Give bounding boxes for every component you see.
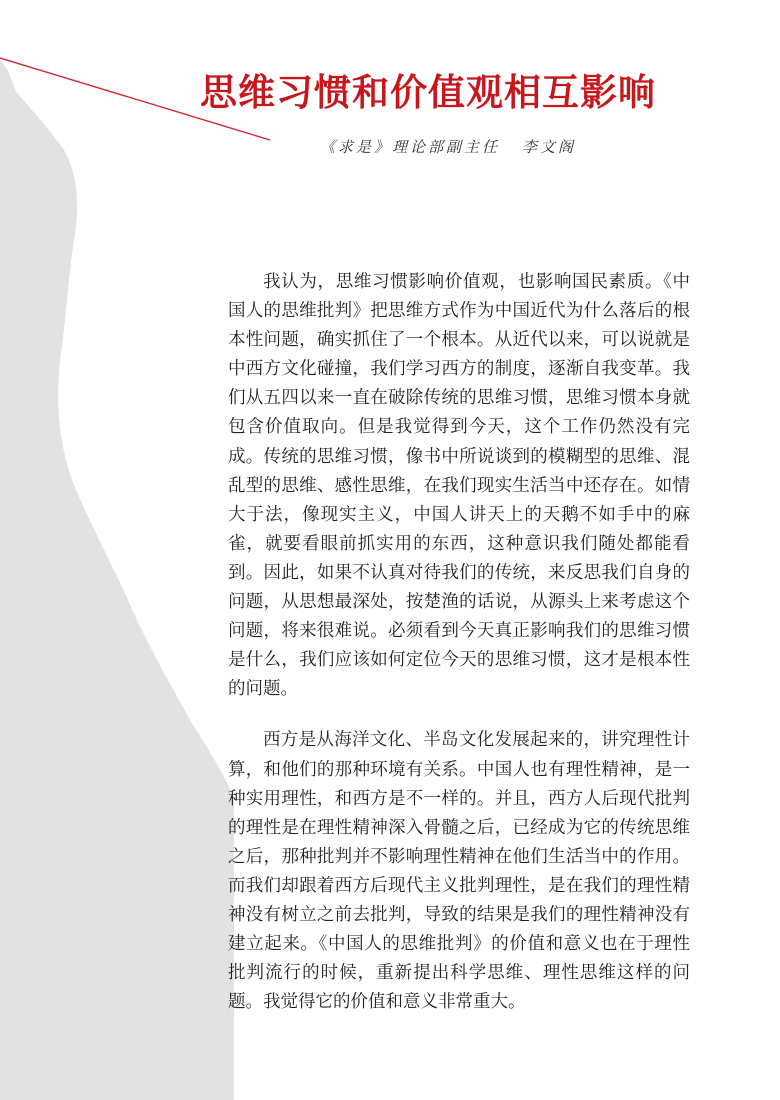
article-title: 思维习惯和价值观相互影响: [200, 70, 656, 114]
byline-author: 李文阁: [522, 138, 577, 156]
paragraph-2: 西方是从海洋文化、半岛文化发展起来的，讲究理性计算，和他们的那种环境有关系。中国人也有理性精神，是一种实用理性，和西方是不一样的。并且，西方人后现代批判的理性是在理性精神深入骨髓之后，已经成为它的传统思维之后，那种批判并不影响理性精神在他们生活当中的作用。而我们却跟着西方后现代主义批判理性，是在我们的理性精神没有树立之前去批判，导致的结果是我们的理性精神没有建立起来。《中国人的思维批判》的价值和意义也在于理性批判流行的时候，重新提出科学思维、理性思维这样的问题。我觉得它的价值和意义非常重大。: [228, 730, 690, 1013]
silhouette-shape: [0, 60, 234, 1100]
article-body: [228, 268, 690, 1039]
byline: [320, 136, 576, 157]
byline-role: 《求是》理论部副主任: [320, 138, 501, 156]
paragraph-1: 我认为，思维习惯影响价值观，也影响国民素质。《中国人的思维批判》把思维方式作为中国近代为什么落后的根本性问题，确实抓住了一个根本。从近代以来，可以说就是中西方文化碰撞，我们学习西方的制度，逐渐自我变革。我们从五四以来一直在破除传统的思维习惯，思维习惯本身就包含价值取向。但是我觉得到今天，这个工作仍然没有完成。传统的思维习惯，像书中所说谈到的模糊型的思维、混乱型的思维、感性思维，在我们现实生活当中还存在。如情大于法，像现实主义，中国人讲天上的天鹅不如手中的麻雀，就要看眼前抓实用的东西，这种意识我们随处都能看到。因此，如果不认真对待我们的传统，来反思我们自身的问题，从思想最深处，按楚渔的话说，从源头上来考虑这个问题，将来很难说。必须看到今天真正影响我们的思维习惯是什么，我们应该如何定位今天的思维习惯，这才是根本性的问题。: [228, 272, 690, 700]
